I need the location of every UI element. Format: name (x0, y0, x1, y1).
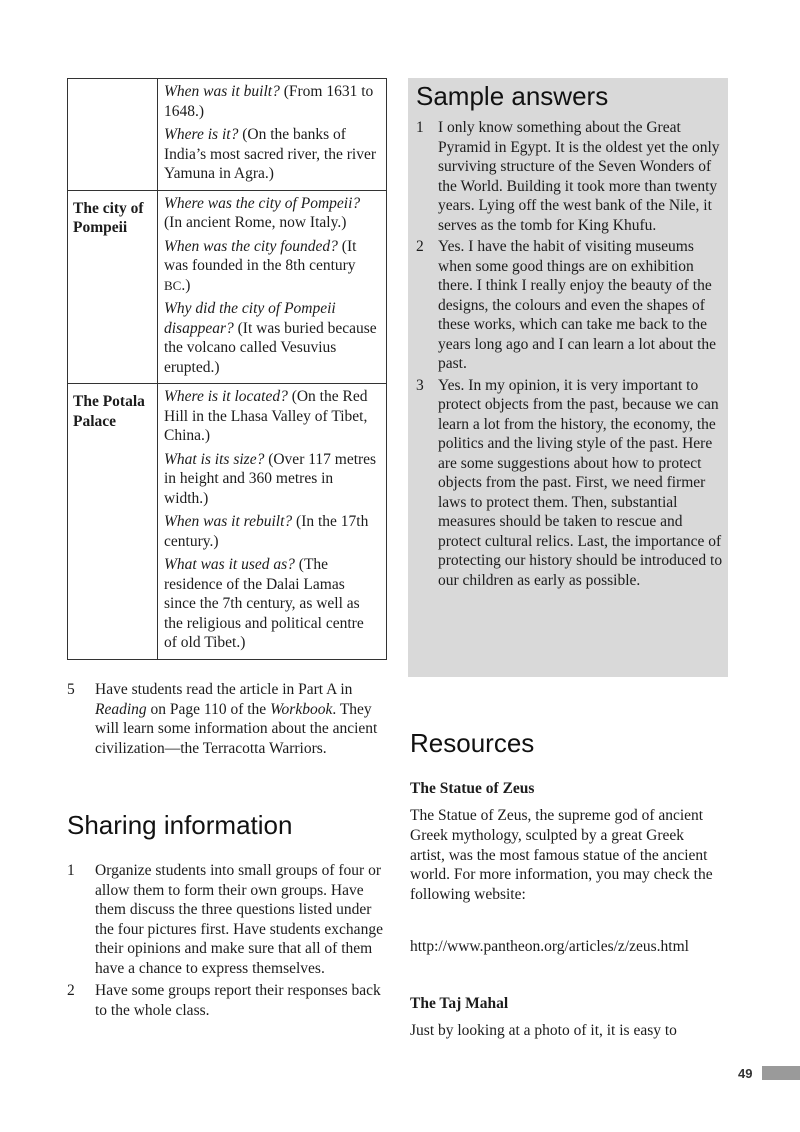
place-name: The Potala Palace (68, 384, 158, 660)
sample-answers-list (408, 118, 728, 590)
zeus-title: The Statue of Zeus (410, 780, 535, 797)
list-item (67, 861, 385, 978)
item-number: 5 (67, 681, 75, 698)
qa-entry: Where was the city of Pompeii? (In ancient Rome, now Italy.) (164, 194, 361, 231)
item-text: Yes. I have the habit of visiting museums when some good things are on exhibition there. I think I really enjoy the beauty of the designs, the colours and even the shapes of these works, which can take me back to the years long ago and I can learn a lot about the past. (438, 238, 717, 372)
qa-entry: When was it rebuilt? (In the 17th century.) (164, 513, 369, 550)
item-text: Have students read the article in Part A in Reading on Page 110 of the Workbook. They will learn some information about the ancient civilization—the Terracotta Warriors. (95, 681, 378, 757)
zeus-paragraph: The Statue of Zeus, the supreme god of ancient Greek mythology, sculpted by a great Greek artist, was the most famous statue of the ancient world. For more information, you may check the following website: (410, 807, 713, 904)
sample-answers-box (408, 78, 728, 677)
page-number-bar (762, 1066, 800, 1080)
list-item (67, 680, 385, 758)
list-item (416, 237, 724, 374)
list-item (416, 118, 724, 235)
item-number: 3 (416, 376, 424, 394)
details-cell (158, 384, 387, 660)
step-5 (67, 680, 385, 761)
sample-answers-heading: Sample answers (416, 81, 609, 111)
item-text: I only know something about the Great Pyramid in Egypt. It is the oldest yet the only surviving structure of the Seven Wonders of the World. Building it took more than twenty years. Lying off the west bank of the Nile, it serves as the tomb for King Khufu. (438, 119, 720, 234)
wonders-info-table (67, 78, 387, 660)
zeus-website: http://www.pantheon.org/articles/z/zeus.html (410, 938, 689, 955)
item-text: Yes. In my opinion, it is very important to protect objects from the past, because we can learn a lot from the history, the economy, the politics and the living style of the past. Here are some suggestions about how to protect objects from the past. First, we need firmer laws to protect them. Then, substantial measures should be taken to rescue and protect cultural relics. Last, the importance of protecting our history should be introduced to our children as early as possible. (438, 376, 723, 589)
details-cell (158, 190, 387, 384)
item-number: 1 (416, 119, 424, 136)
qa-entry: Where is it? (On the banks of India’s most sacred river, the river Yamuna in Agra.) (164, 126, 376, 182)
taj-paragraph: Just by looking at a photo of it, it is easy to (410, 1022, 677, 1039)
table-row (68, 190, 387, 384)
qa-entry: Why did the city of Pompeii disappear? (It was buried because the volcano called Vesuvius erupted.) (164, 300, 377, 376)
item-text: Organize students into small groups of four or allow them to form their own groups. Have them discuss the three questions listed under the four pictures first. Have students exchange their opinions and make sure that all of them have a chance to express themselves. (95, 862, 383, 977)
sharing-heading: Sharing information (67, 810, 293, 840)
item-number: 1 (67, 862, 75, 879)
taj-title: The Taj Mahal (410, 995, 509, 1012)
list-item (67, 981, 385, 1020)
qa-entry: What was it used as? (The residence of the Dalai Lamas since the 7th century, as well as the religious and political centre of old Tibet.) (164, 556, 364, 651)
page-number: 49 (738, 1066, 753, 1081)
item-number: 2 (416, 238, 424, 255)
place-name (68, 79, 158, 191)
qa-entry: When was it built? (From 1631 to 1648.) (164, 83, 374, 120)
list-item (416, 376, 724, 591)
qa-entry: What is its size? (Over 117 metres in height and 360 metres in width.) (164, 450, 377, 507)
item-text: Have some groups report their responses back to the whole class. (95, 982, 381, 1019)
qa-entry: Where is it located? (On the Red Hill in the Lhasa Valley of Tibet, China.) (164, 388, 368, 444)
place-name: The city of Pompeii (68, 190, 158, 384)
details-cell (158, 79, 387, 191)
table-row (68, 79, 387, 191)
item-number: 2 (67, 982, 75, 999)
table-row (68, 384, 387, 660)
qa-entry: When was the city founded? (It was founded in the 8th century BC.) (164, 237, 357, 294)
sharing-list (67, 861, 385, 1023)
resources-heading: Resources (410, 728, 535, 758)
